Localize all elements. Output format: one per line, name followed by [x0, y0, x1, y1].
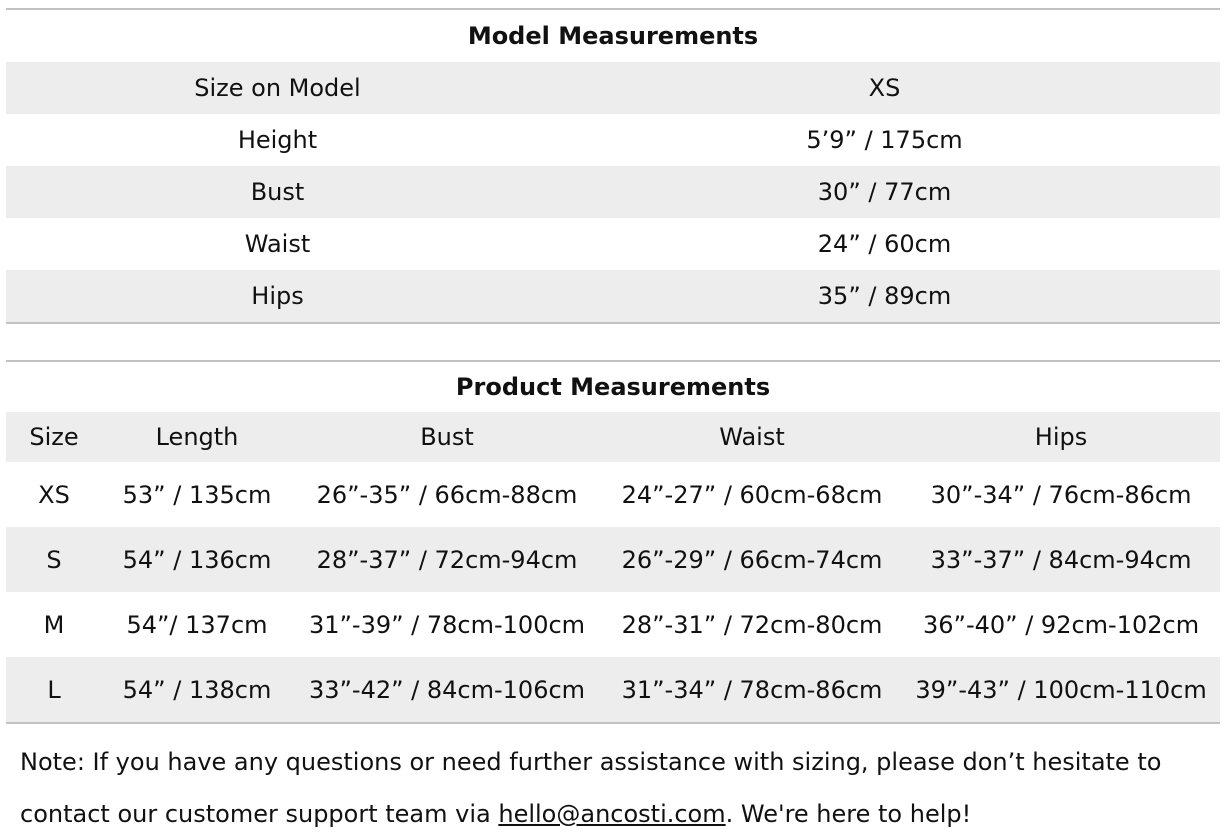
column-header: Hips: [902, 412, 1220, 462]
table-cell: 54” / 138cm: [102, 657, 292, 723]
table-row: [6, 62, 1220, 114]
product-measurements-title: Product Measurements: [455, 373, 771, 401]
table-cell: 31”-39” / 78cm-100cm: [308, 610, 586, 639]
table-cell: 31”-34” / 78cm-86cm: [602, 657, 902, 723]
column-header: Length: [102, 412, 292, 462]
model-value: 30” / 77cm: [549, 166, 1220, 218]
table-row: [6, 592, 1220, 657]
table-cell: 33”-37” / 84cm-94cm: [902, 527, 1220, 592]
model-title-row: [6, 9, 1220, 62]
sizing-note: [20, 736, 1225, 840]
table-cell: S: [6, 527, 102, 592]
table-cell: 54” / 136cm: [102, 527, 292, 592]
model-value: 5’9” / 175cm: [806, 126, 963, 154]
table-cell: 30”-34” / 76cm-86cm: [930, 480, 1192, 509]
model-label: Height: [237, 126, 318, 154]
table-cell: 54”/ 137cm: [126, 610, 268, 639]
table-cell: 53” / 135cm: [122, 480, 272, 509]
table-cell: 24”-27” / 60cm-68cm: [621, 480, 883, 509]
note-text: Note: If you have any questions or need further assistance with sizing, please don’t hesitate to contact our customer support team via: [20, 748, 1162, 828]
table-row: [6, 462, 1220, 527]
model-value: XS: [549, 62, 1220, 114]
model-measurements-table: [6, 8, 1220, 324]
table-cell: 28”-37” / 72cm-94cm: [292, 527, 602, 592]
product-title-row: [6, 361, 1220, 412]
column-header: Size: [6, 412, 102, 462]
model-value: 24” / 60cm: [817, 230, 952, 258]
support-email-link[interactable]: hello@ancosti.com: [498, 800, 726, 828]
table-row: [6, 218, 1220, 270]
model-label: Bust: [6, 166, 549, 218]
table-cell: 26”-35” / 66cm-88cm: [316, 480, 578, 509]
product-measurements-table: [6, 360, 1220, 724]
table-cell: 26”-29” / 66cm-74cm: [602, 527, 902, 592]
model-label: Hips: [6, 270, 549, 323]
table-cell: 39”-43” / 100cm-110cm: [902, 657, 1220, 723]
model-label: Size on Model: [6, 62, 549, 114]
table-row: [6, 114, 1220, 166]
model-measurements-title: Model Measurements: [467, 22, 759, 50]
table-cell: 33”-42” / 84cm-106cm: [292, 657, 602, 723]
note-text-end: . We're here to help!: [725, 800, 972, 828]
table-cell: XS: [38, 480, 70, 509]
table-row: [6, 166, 1220, 218]
table-cell: L: [6, 657, 102, 723]
table-row: [6, 657, 1220, 723]
table-cell: 28”-31” / 72cm-80cm: [621, 610, 883, 639]
column-header: Waist: [602, 412, 902, 462]
table-row: [6, 270, 1220, 323]
model-label: Waist: [244, 230, 311, 258]
table-row: [6, 527, 1220, 592]
table-header-row: [6, 412, 1220, 462]
table-cell: M: [43, 610, 65, 639]
model-value: 35” / 89cm: [549, 270, 1220, 323]
column-header: Bust: [292, 412, 602, 462]
table-cell: 36”-40” / 92cm-102cm: [922, 610, 1200, 639]
